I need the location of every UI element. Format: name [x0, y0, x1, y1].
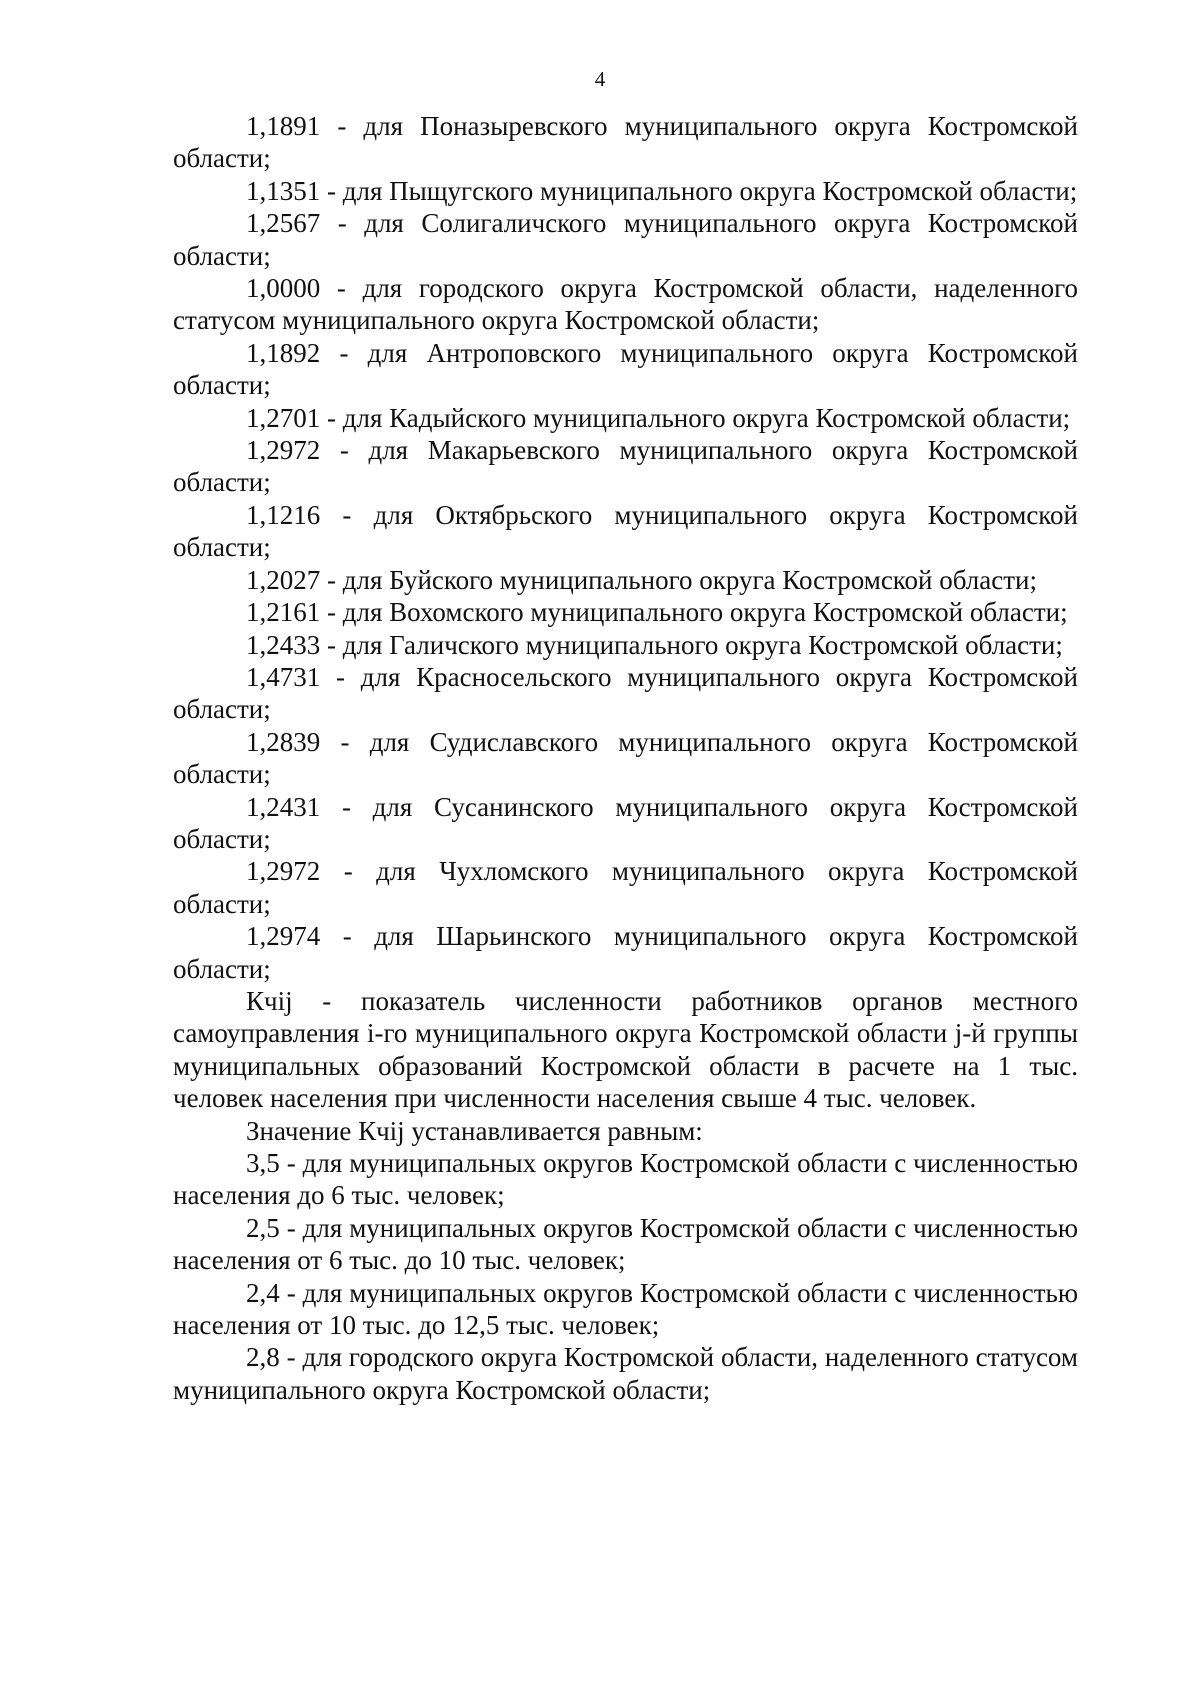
- value-paragraph: 2,5 - для муниципальных округов Костромской области с численностью населения от 6 тыс. до 10 тыс. человек;: [173, 1212, 1078, 1276]
- coefficient-paragraph: 1,0000 - для городского округа Костромской области, наделенного статусом муниципального округа Костромской области;: [173, 273, 1078, 336]
- value-paragraph: 3,5 - для муниципальных округов Костромской области с численностью населения до 6 тыс. человек;: [173, 1148, 1078, 1211]
- coefficient-paragraph: 1,2701 - для Кадыйского муниципального округа Костромской области;: [246, 402, 1071, 433]
- value-paragraph: 2,4 - для муниципальных округов Костромской области с численностью населения от 10 тыс. до 12,5 тыс. человек;: [173, 1277, 1078, 1341]
- definition-paragraph: Кчij - показатель численности работников органов местного самоуправления i-го муниципального округа Костромской области j-й группы муниципальных образований Костромской области в расчете на 1 тыс. человек населения при численности населения свыше 4 тыс. человек.: [173, 985, 1078, 1114]
- document-body: [173, 110, 1078, 1406]
- coefficient-paragraph: 1,1891 - для Поназыревского муниципального округа Костромской области;: [173, 111, 1078, 174]
- coefficient-paragraph: 1,4731 - для Красносельского муниципального округа Костромской области;: [173, 661, 1078, 725]
- coefficient-paragraph: 1,2161 - для Вохомского муниципального округа Костромской области;: [246, 597, 1068, 628]
- coefficient-paragraph: 1,2839 - для Судиславского муниципального округа Костромской области;: [173, 726, 1078, 790]
- coefficient-paragraph: 1,2567 - для Солигаличского муниципального округа Костромской области;: [173, 208, 1078, 271]
- coefficient-paragraph: 1,1216 - для Октябрьского муниципального округа Костромской области;: [173, 499, 1078, 563]
- coefficient-paragraph: 1,2027 - для Буйского муниципального округа Костромской области;: [246, 564, 1038, 595]
- coefficient-paragraph: 1,2974 - для Шарьинского муниципального округа Костромской области;: [173, 921, 1078, 984]
- page-number: 4: [594, 67, 606, 91]
- value-intro-paragraph: Значение Кчij устанавливается равным:: [246, 1115, 703, 1146]
- coefficient-paragraph: 1,2972 - для Чухломского муниципального округа Костромской области;: [173, 856, 1078, 919]
- coefficient-paragraph: 1,1892 - для Антроповского муниципального округа Костромской области;: [173, 337, 1078, 401]
- value-paragraph: 2,8 - для городского округа Костромской области, наделенного статусом муниципального округа Костромской области;: [173, 1342, 1078, 1405]
- coefficient-paragraph: 1,2972 - для Макарьевского муниципального округа Костромской области;: [173, 435, 1078, 498]
- coefficient-paragraph: 1,1351 - для Пыщугского муниципального округа Костромской области;: [246, 175, 1078, 206]
- coefficient-paragraph: 1,2433 - для Галичского муниципального округа Костромской области;: [246, 629, 1063, 660]
- coefficient-paragraph: 1,2431 - для Сусанинского муниципального округа Костромской области;: [173, 791, 1078, 854]
